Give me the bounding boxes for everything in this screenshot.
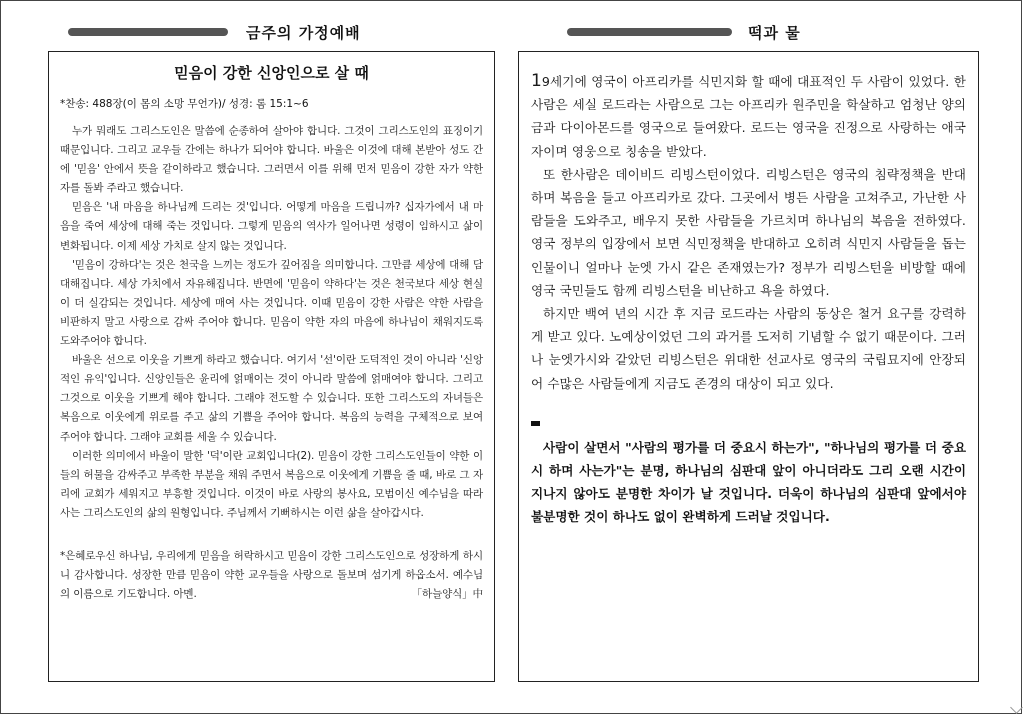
- prayer-source: 「하늘양식」中: [411, 588, 483, 601]
- sermon-paragraph: 이러한 의미에서 바울이 말한 '덕'이란 교회입니다(2). 믿음이 강한 그리스도인들이 약한 이들의 허물을 감싸주고 부족한 부분을 채워 주면서 복음으로 이웃에게 기쁨을 줄 때, 바로 그 자리에 교회가 세워지고 부흥할 것입니다. 이것이 바로 사랑의 봉사요, 모범이신 예수님을 따라 사는 그리스도인의 삶의 원형입니다. 주님께서 기뻐하시는 이런 삶을 살아갑시다.: [60, 449, 483, 519]
- header-bar-decoration: [68, 28, 228, 36]
- left-section-title: 금주의 가정예배: [246, 23, 361, 42]
- sermon-paragraph: '믿음이 강하다'는 것은 천국을 느끼는 정도가 깊어짐을 의미합니다. 그만큼 세상에 대해 담대해집니다. 세상 가치에서 자유해집니다. 반면에 '믿음이 약하다'는 것은 천국보다 세상 현실이 더 실감되는 것입니다. 세상에 매여 사는 것입니다. 이때 믿음이 강한 사람은 약한 사람을 비판하지 말고 사랑으로 감싸 주어야 합니다. 믿음이 약한 자의 마음에 하나님이 채워지도록 도와주어야 합니다.: [60, 258, 483, 348]
- sermon-title: 믿음이 강한 신앙인으로 살 때: [174, 64, 369, 82]
- drop-cap: 1: [531, 71, 542, 91]
- section-marker: [531, 421, 540, 426]
- hymn-scripture-line: *찬송: 488장(이 몸의 소망 무언가)/ 성경: 롬 15:1~6: [60, 98, 309, 110]
- conclusion-paragraph: 사람이 살면서 "사람의 평가를 더 중요시 하는가", "하나님의 평가를 더 중요시 하며 사는가"는 분명, 하나님의 심판대 앞이 아니더라도 그리 오랜 시간이 지나지 않아도 분명한 차이가 날 것입니다. 더욱이 하나님의 심판대 앞에서야 불분명한 것이 하나도 없이 완벽하게 드러날 것입니다.: [531, 439, 966, 525]
- sermon-paragraph: 바울은 선으로 이웃을 기쁘게 하라고 했습니다. 여기서 '선'이란 도덕적인 것이 아니라 '신앙적인 유익'입니다. 신앙인들은 윤리에 얽매이는 것이 아니라 말씀에 얽매여야 합니다. 그리고 그것으로 이웃을 기쁘게 해야 합니다. 그래야 전도할 수 있습니다. 또한 그리스도의 자녀들은 복음으로 이웃에게 위로를 주고 삶의 기쁨을 주어야 합니다. 복음의 능력을 구체적으로 보여 주어야 합니다. 그래야 교회를 세울 수 있습니다.: [60, 354, 483, 443]
- prayer-text: *은혜로우신 하나님, 우리에게 믿음을 허락하시고 믿음이 강한 그리스도인으로 성장하게 하시니 감사합니다. 성장한 만큼 믿음이 약한 교우들을 사랑으로 돌보며 섬기게 하옵소서. 예수님의 이름으로 기도합니다. 아멘.: [60, 549, 483, 601]
- bread-and-water-panel: [518, 51, 979, 682]
- sermon-paragraph: 누가 뭐래도 그리스도인은 말씀에 순종하여 살아야 합니다. 그것이 그리스도인의 표징이기 때문입니다. 그리고 교우들 간에는 하나가 되어야 합니다. 바울은 이것에 대해 본받아 성도 간에 '믿음' 안에서 뜻을 같이하라고 했습니다. 그러면서 이를 위해 먼저 믿음이 강한 자가 약한 자를 돌봐 주라고 했습니다.: [60, 125, 483, 195]
- story-paragraph: 하지만 백여 년의 시간 후 지금 로드라는 사람의 동상은 철거 요구를 강력하게 받고 있다. 노예상이었던 그의 과거를 도저히 기념할 수 없기 때문이다. 그러나 눈엣가시와 같았던 리빙스턴은 위대한 선교사로 영국의 국립묘지에 안장되어 수많은 사람들에게 지금도 존경의 대상이 되고 있다.: [531, 306, 966, 391]
- story-paragraph: 또 한사람은 데이비드 리빙스턴이었다. 리빙스턴은 영국의 침략정책을 반대하며 복음을 들고 아프리카로 갔다. 그곳에서 병든 사람을 고쳐주고, 가난한 사람들을 도와주고, 배우지 못한 사람들을 가르치며 하나님의 복음을 전하였다. 영국 정부의 입장에서 보면 식민정책을 반대하고 오히려 식민지 사람들을 돕는 인물이니 얼마나 눈엣 가시 같은 존재였는가? 정부가 리빙스턴을 비방할 때에 영국 국민들도 함께 리빙스턴을 비난하고 욕을 하였다.: [531, 166, 966, 298]
- right-section-title: 떡과 물: [748, 23, 801, 42]
- sermon-paragraph: 믿음은 '내 마음을 하나님께 드리는 것'입니다. 어떻게 마음을 드립니까? 십자가에서 내 마음을 죽여 세상에 대해 죽는 것입니다. 그렇게 믿음의 역사가 일어나면 성령이 임하시고 삶이 변화됩니다. 이제 세상 가치로 살지 않는 것입니다.: [60, 201, 483, 252]
- story-paragraph: [531, 70, 966, 163]
- right-section-header: [567, 22, 801, 42]
- left-section-header: [68, 22, 361, 42]
- header-bar-decoration: [567, 28, 732, 36]
- closing-prayer: [60, 547, 483, 604]
- family-worship-panel: [48, 51, 495, 682]
- story-paragraph-text: 9세기에 영국이 아프리카를 식민지화 할 때에 대표적인 두 사람이 있었다. 한 사람은 세실 로드라는 사람으로 그는 아프리카 원주민을 학살하고 엄청난 양의 금과 다이아몬드를 영국으로 들여왔다. 로드는 영국을 진정으로 사랑하는 애국자이며 영웅으로 칭송을 받았다.: [531, 74, 966, 159]
